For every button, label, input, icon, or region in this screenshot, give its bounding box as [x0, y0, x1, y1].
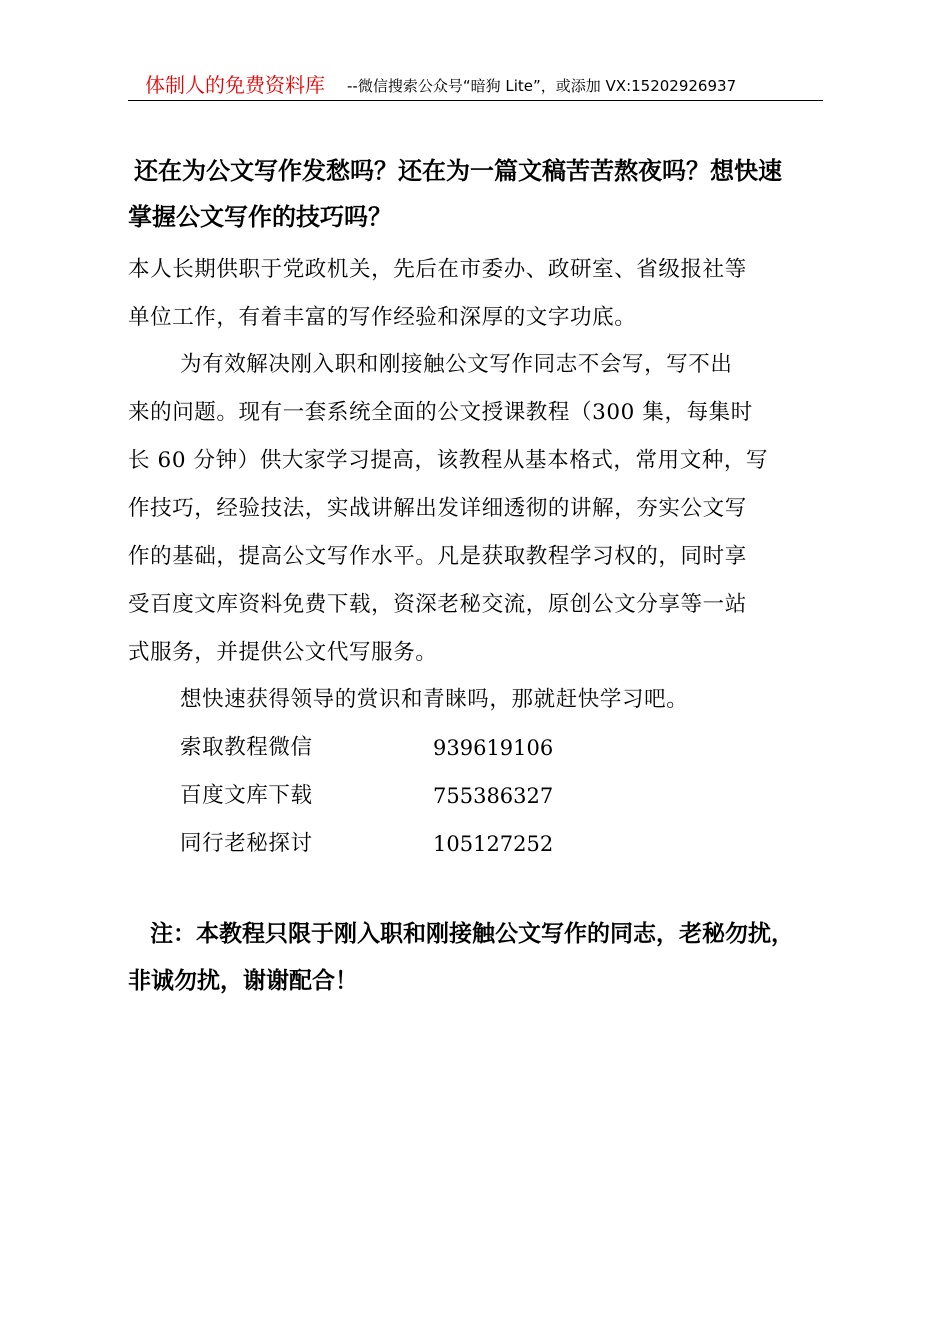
contact-value-discuss: 105127252	[433, 832, 554, 856]
body-line-4: 来的问题。现有一套系统全面的公文授课教程（300 集，每集时	[128, 400, 753, 425]
body-line-7: 作的基础，提高公文写作水平。凡是获取教程学习权的，同时享	[128, 544, 747, 569]
page-header	[128, 72, 823, 101]
body-line-5: 长 60 分钟）供大家学习提高，该教程从基本格式，常用文种，写	[128, 448, 769, 473]
body-line-3: 为有效解决刚入职和刚接触公文写作同志不会写，写不出	[180, 352, 733, 377]
contact-label-wenku: 百度文库下载	[180, 783, 313, 808]
contact-label-discuss: 同行老秘探讨	[180, 831, 313, 856]
header-brand-title: 体制人的免费资料库	[145, 73, 325, 97]
body-line-2: 单位工作，有着丰富的写作经验和深厚的文字功底。	[128, 305, 637, 330]
contact-label-wechat: 索取教程微信	[180, 735, 313, 760]
body-line-6: 作技巧，经验技法，实战讲解出发详细透彻的讲解，夯实公文写	[128, 496, 747, 521]
body-line-1: 本人长期供职于党政机关，先后在市委办、政研室、省级报社等	[128, 257, 747, 282]
headline-line-2: 掌握公文写作的技巧吗？	[128, 202, 392, 231]
header-contact-note: --微信搜索公众号“暗狗 Lite”，或添加 VX:15202926937	[347, 77, 737, 95]
body-line-8: 受百度文库资料免费下载，资深老秘交流，原创公文分享等一站	[128, 592, 747, 617]
note-line-2: 非诚勿扰，谢谢配合！	[128, 967, 358, 994]
headline-line-1: 还在为公文写作发愁吗？还在为一篇文稿苦苦熬夜吗？想快速	[134, 156, 782, 185]
note-line-1: 注：本教程只限于刚入职和刚接触公文写作的同志，老秘勿扰，	[150, 920, 794, 947]
body-line-10: 想快速获得领导的赏识和青睐吗，那就赶快学习吧。	[180, 687, 689, 712]
contact-value-wechat: 939619106	[433, 736, 554, 760]
body-line-9: 式服务，并提供公文代写服务。	[128, 640, 438, 665]
contact-value-wenku: 755386327	[433, 784, 554, 808]
